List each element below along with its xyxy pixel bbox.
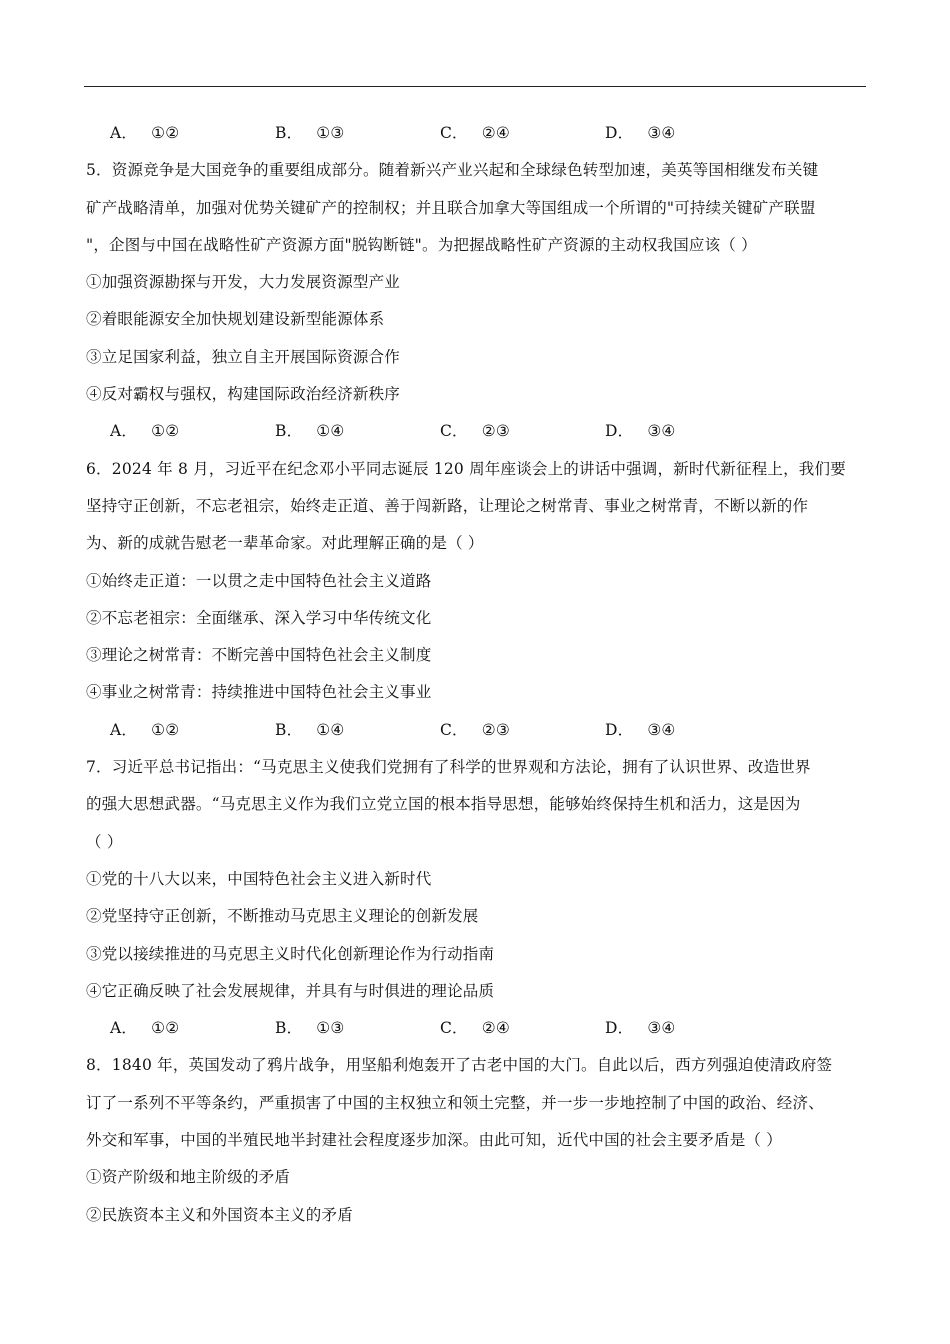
question-stem-line: 坚持守正创新，不忘老祖宗，始终走正道、善于闯新路，让理论之树常青、事业之树常青，不断以新的作 [86,496,809,515]
header-rule [84,86,866,87]
option-a: A． ①② [110,720,180,739]
statement-1: ①加强资源勘探与开发，大力发展资源型产业 [86,273,401,292]
statement-4: ④事业之树常青：持续推进中国特色社会主义事业 [86,683,432,702]
options-row [86,712,866,749]
option-b: B． ①③ [275,1019,345,1038]
exam-content [86,115,866,1234]
question-stem-line: 为、新的成就告慰老一辈革命家。对此理解正确的是（ ） [86,534,484,553]
statement-1: ①资产阶级和地主阶级的矛盾 [86,1168,291,1187]
option-c: C． ②③ [440,720,510,739]
option-c: C． ②④ [440,1019,510,1038]
option-a: A． ①② [110,422,180,441]
question-5 [86,152,866,450]
question-stem-line: 6．2024 年 8 月，习近平在纪念邓小平同志诞辰 120 周年座谈会上的讲话中强调，新时代新征程上，我们要 [86,459,846,478]
statement-2: ②着眼能源安全加快规划建设新型能源体系 [86,310,385,329]
question-7 [86,749,866,1047]
option-d: D． ③④ [605,1019,676,1038]
question-stem-line: 8．1840 年，英国发动了鸦片战争，用坚船利炮轰开了古老中国的大门。自此以后，西方列强迫使清政府签 [86,1056,833,1075]
option-d: D． ③④ [605,422,676,441]
statement-2: ②党坚持守正创新，不断推动马克思主义理论的创新发展 [86,907,479,926]
option-a: A． ①② [110,1019,180,1038]
option-a: A． ①② [110,124,180,142]
question-stem-line: （ ） [86,832,123,851]
statement-4: ④它正确反映了社会发展规律，并具有与时俱进的理论品质 [86,981,495,1000]
option-b: B． ①③ [275,124,345,142]
statement-4: ④反对霸权与强权，构建国际政治经济新秩序 [86,385,401,404]
question-stem-line: 外交和军事，中国的半殖民地半封建社会程度逐步加深。由此可知，近代中国的社会主要矛盾是（ ） [86,1131,782,1150]
question-stem-line: 的强大思想武器。“马克思主义作为我们立党立国的根本指导思想，能够始终保持生机和活力，这是因为 [86,795,801,814]
question-6 [86,451,866,749]
option-d: D． ③④ [605,124,676,142]
question-stem-line: 5．资源竞争是大国竞争的重要组成部分。随着新兴产业兴起和全球绿色转型加速，美英等国相继发布关键 [86,161,819,180]
option-c: C． ②④ [440,124,510,142]
question-8 [86,1047,866,1233]
statement-3: ③理论之树常青：不断完善中国特色社会主义制度 [86,646,432,665]
question-stem-line: 矿产战略清单，加强对优势关键矿产的控制权；并且联合加拿大等国组成一个所谓的"可持续关键矿产联盟 [86,198,816,217]
statement-2: ②民族资本主义和外国资本主义的矛盾 [86,1205,353,1224]
question-stem-line: 订了一系列不平等条约，严重损害了中国的主权独立和领土完整，并一步一步地控制了中国的政治、经济、 [86,1093,824,1112]
options-row-q4 [86,115,866,152]
statement-1: ①始终走正道：一以贯之走中国特色社会主义道路 [86,571,432,590]
option-c: C． ②③ [440,422,510,441]
question-stem-line: 7．习近平总书记指出：“马克思主义使我们党拥有了科学的世界观和方法论，拥有了认识世界、改造世界 [86,758,811,777]
question-stem-line: "，企图与中国在战略性矿产资源方面"脱钩断链"。为把握战略性矿产资源的主动权我国应该（ ） [86,235,757,254]
statement-2: ②不忘老祖宗：全面继承、深入学习中华传统文化 [86,608,432,627]
options-row [86,413,866,450]
statement-3: ③党以接续推进的马克思主义时代化创新理论作为行动指南 [86,944,495,963]
statement-1: ①党的十八大以来，中国特色社会主义进入新时代 [86,869,432,888]
option-d: D． ③④ [605,720,676,739]
option-b: B． ①④ [275,720,345,739]
statement-3: ③立足国家利益，独立自主开展国际资源合作 [86,347,401,366]
options-row [86,1010,866,1047]
option-b: B． ①④ [275,422,345,441]
